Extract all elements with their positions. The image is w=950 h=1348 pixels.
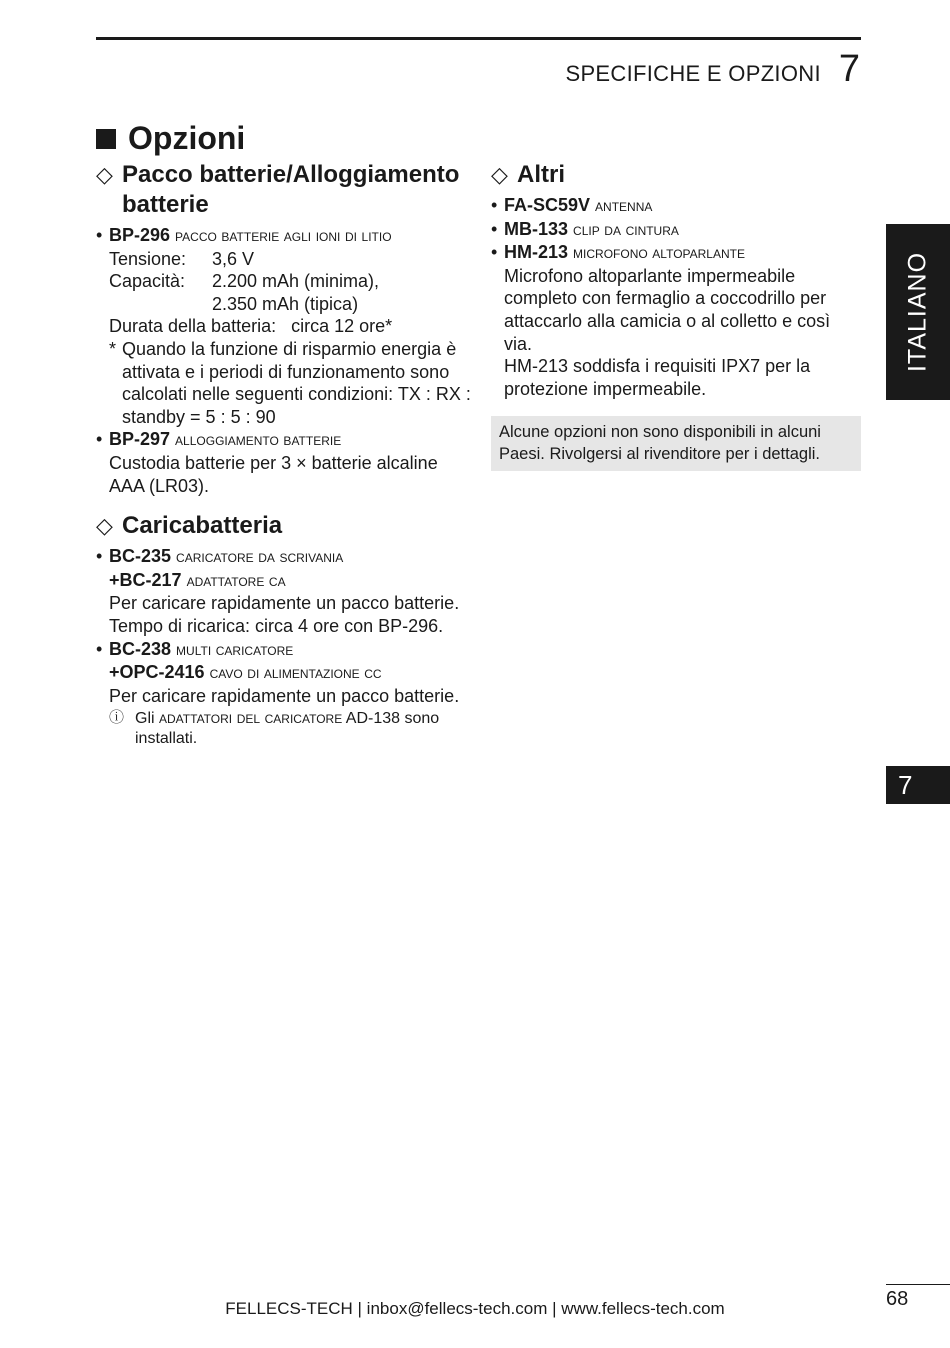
item-desc: alloggiamento batterie (175, 431, 342, 450)
list-item-bp296 (96, 224, 471, 428)
section-title-text: Opzioni (128, 120, 246, 156)
item-code: BP-297 (109, 429, 171, 450)
page-number: 68 (886, 1288, 909, 1310)
diamond-icon: ◇ (491, 162, 508, 187)
diamond-icon: ◇ (96, 162, 113, 187)
diamond-icon: ◇ (96, 513, 113, 539)
spec-battery-life: Durata della batteria: circa 12 ore* (109, 316, 393, 337)
item-desc: cavo di alimentazione cc (209, 664, 382, 683)
item-text: Per caricare rapidamente un pacco batterie. (109, 593, 460, 614)
item-text: Microfono altoparlante impermeabile completo con fermaglio a coccodrillo per attaccarlo alla camicia o al colletto e così via. (504, 265, 831, 354)
info-note (109, 708, 471, 749)
language-tab: ITALIANO (886, 224, 950, 400)
spec-capacity-typical: 2.350 mAh (tipica) (212, 293, 359, 314)
list-item-bp297 (96, 428, 471, 497)
battery-heading: ◇ Pacco batterie/Alloggiamento batterie (96, 161, 460, 218)
item-code: BC-235 (109, 546, 172, 567)
list-item-mb-133: • MB-133 clip da cintura (491, 218, 861, 242)
item-code: BC-238 (109, 638, 172, 659)
others-heading: ◇ Altri (491, 161, 565, 188)
item-code: +BC-217 (109, 569, 182, 590)
chapter-title: SPECIFICHE E OPZIONI (565, 61, 821, 86)
item-text: Per caricare rapidamente un pacco batterie. (109, 685, 460, 706)
item-text: Custodia batterie per 3 × batterie alcaline AAA (LR03). (109, 452, 438, 496)
item-text: Tempo di ricarica: circa 4 ore con BP-296. (109, 615, 444, 636)
page-number-rule (886, 1284, 950, 1285)
footnote: * Quando la funzione di risparmio energia è attivata e i periodi di funzionamento sono calcolati nelle seguenti condizioni: TX : RX : standby = 5 : 5 : 90 (109, 338, 471, 427)
item-desc: adattatore ca (186, 571, 286, 590)
chapter-header (565, 50, 860, 88)
list-item-bc235 (96, 545, 471, 637)
charger-heading: ◇ Caricabatteria (96, 512, 283, 540)
spec-capacity: Capacità: 2.200 mAh (minima), (109, 271, 380, 292)
item-text: HM-213 soddisfa i requisiti IPX7 per la protezione impermeabile. (504, 356, 811, 399)
item-desc: caricatore da scrivania (176, 548, 344, 567)
info-note-text: Gli adattatori del caricatore AD-138 sono installati. (135, 709, 440, 748)
charger-list (96, 545, 471, 749)
item-code: +OPC-2416 (109, 662, 205, 683)
footer-text: FELLECS-TECH | inbox@fellecs-tech.com | www.fellecs-tech.com (225, 1299, 725, 1318)
chapter-tab: 7 (886, 766, 950, 804)
chapter-number: 7 (838, 48, 860, 90)
right-column (491, 160, 861, 471)
list-item-fa-sc59v: • FA-SC59V antenna (491, 194, 861, 218)
item-code: BP-296 (109, 225, 171, 245)
availability-notice: Alcune opzioni non sono disponibili in alcuni Paesi. Rivolgersi al rivenditore per i dettagli. (491, 416, 861, 471)
list-item-bc238 (96, 638, 471, 750)
spec-voltage: Tensione: 3,6 V (109, 248, 255, 269)
black-square-icon (96, 129, 116, 149)
section-title (96, 120, 245, 157)
top-rule (96, 37, 861, 40)
left-column (96, 160, 471, 749)
info-icon: ⓘ (109, 709, 125, 727)
battery-list (96, 224, 471, 497)
item-desc: pacco batterie agli ioni di litio (175, 227, 392, 245)
list-item-hm-213: • HM-213 microfono altoparlante Microfono altoparlante impermeabile completo con fermaglio a coccodrillo per attaccarlo alla camicia o al colletto e così via. HM-213 soddisfa i requisiti IPX7 per la protezione impermeabile. (491, 241, 861, 400)
others-list (491, 194, 861, 400)
item-desc: multi caricatore (176, 640, 294, 659)
